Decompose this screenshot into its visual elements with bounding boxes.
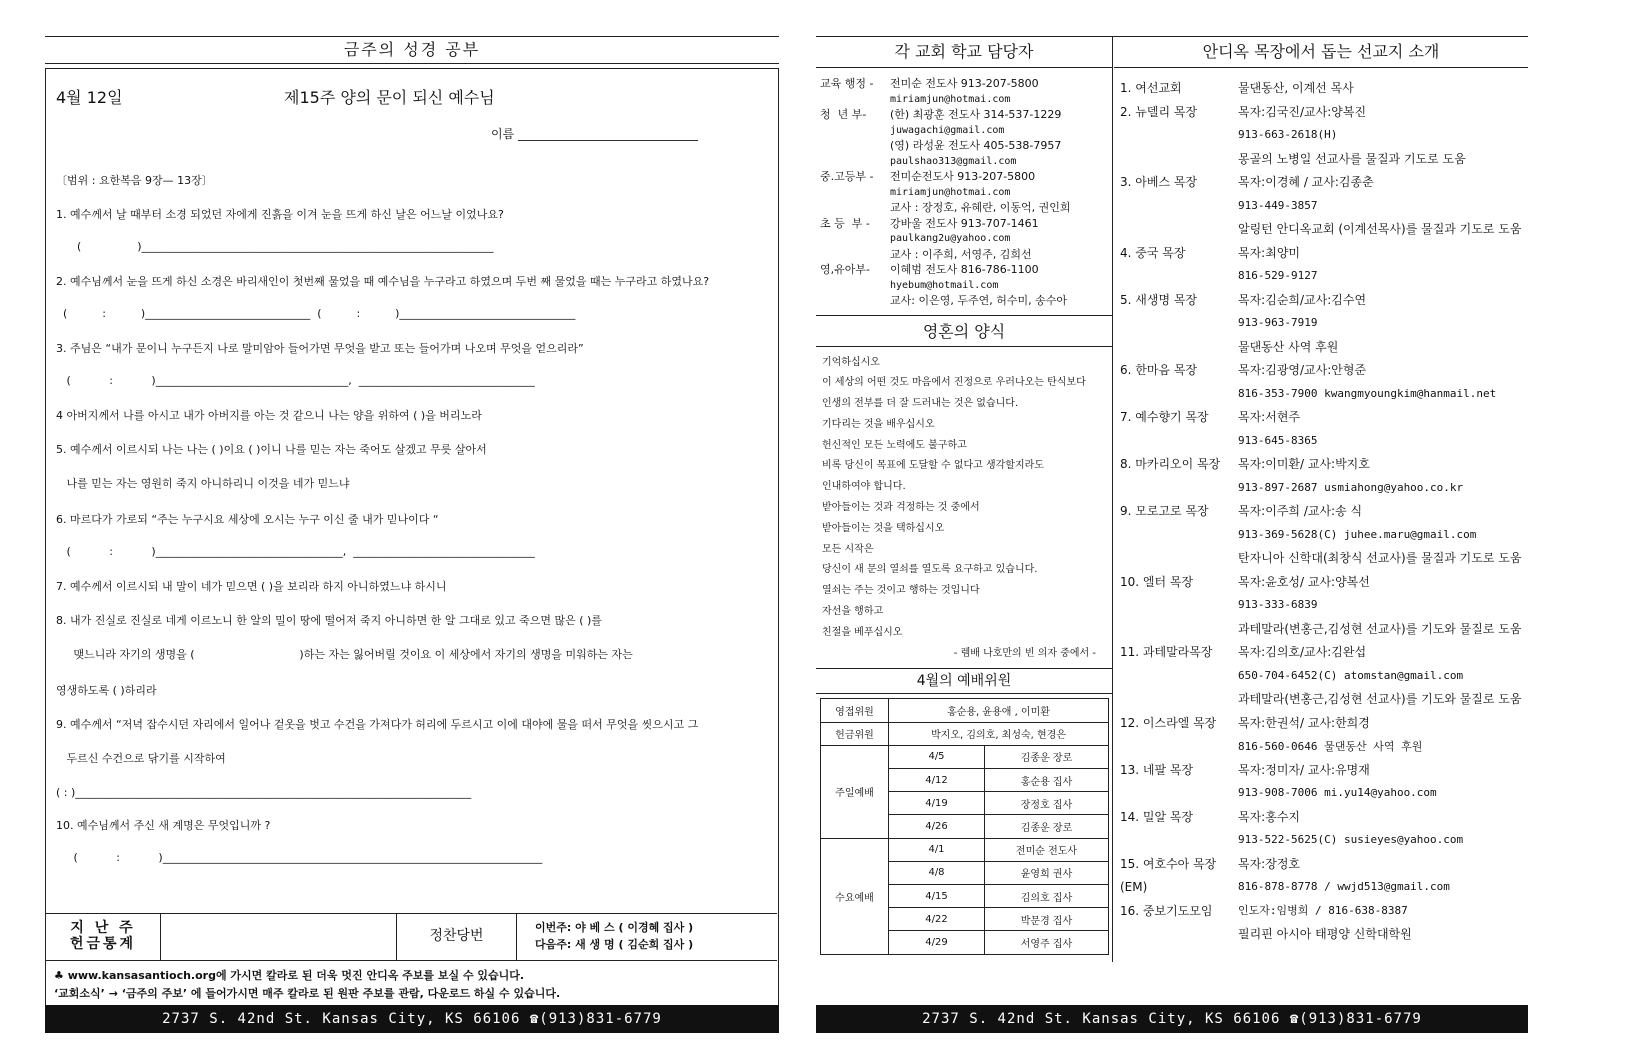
mission-row [1120,241,1528,265]
sunday-leader: 김종운 장로 [985,745,1109,768]
mission-detail: 목자:김순희/교사:김수연 [1238,292,1367,307]
missions-title: 안디옥 목장에서 돕는 선교지 소개 [1114,36,1528,68]
question-1: 1. 예수께서 날 때부터 소경 되었던 자에게 진흙을 이겨 눈을 뜨게 하신 날은 어느날 이었나요? [56,208,504,221]
mission-detail: 과테말라(변홍근,김성현 선교사)를 기도와 물질로 도움 [1238,621,1522,636]
mission-detail: 816-529-9127 [1238,269,1318,283]
mission-row [1120,405,1528,429]
sunday-service-label: 주일예배 [821,745,889,838]
lesson-title: 제15주 양의 문이 되신 예수님 [284,88,495,107]
mission-detail[interactable]: 816-353-7900 kwangmyoungkim@hanmail.net [1238,386,1497,400]
mission-row [1120,170,1528,194]
soul-line: 인내하여야 합니다. [822,481,906,493]
staff-detail: 이혜범 전도사 816-786-1100 [890,263,1039,276]
mission-row [1120,499,1528,523]
staff-detail: 교사: 이은영, 두주연, 허수미, 송수아 [890,294,1067,307]
soul-food [816,347,1112,665]
staff-detail: (영) 라성윤 전도사 405-538-7957 [890,139,1062,152]
mission-row [1120,429,1528,453]
mission-group: 10. 엘터 목장 [1120,574,1194,589]
staff-detail[interactable]: paulkang2u@yahoo.com [890,233,1011,244]
staff-role: 중.고등부 - [820,170,874,183]
mission-group: (EM) [1120,879,1148,894]
mission-detail: 목자:홍수지 [1238,809,1301,824]
sunday-date: 4/5 [889,745,985,768]
mission-detail: 탄자니아 신학대(최창식 선교사)를 물질과 기도로 도움 [1238,551,1522,566]
mission-row [1120,335,1528,359]
sunday-date: 4/12 [889,769,985,792]
mission-group: 2. 뉴델리 목장 [1120,104,1198,119]
mission-group: 4. 중국 목장 [1120,245,1186,260]
answer-line-12[interactable]: ( : )_____________________________________________________________________ [56,851,543,864]
right-footer: 2737 S. 42nd St. Kansas City, KS 66106 ☎(913)831-6779 [816,1005,1528,1033]
offering-label: 지 난 주 헌금통계 [46,914,161,960]
mission-detail: 과테말라(변홍근,김성현 선교사)를 기도와 물질로 도움 [1238,692,1522,707]
mission-row [1120,217,1528,241]
mission-row [1120,899,1528,923]
wednesday-service-label: 수요예배 [821,838,889,954]
soul-line: 비록 당신이 목표에 도달할 수 없다고 생각할지라도 [822,460,1044,472]
answer-line-10[interactable]: 두르신 수건으로 닦기를 시작하여 [56,752,226,765]
question-6: 6. 마르다가 가로되 “주는 누구시요 세상에 오시는 누구 이신 줄 내가 믿나이다 “ [56,513,439,526]
soul-line: 당신이 새 문의 열쇠를 열도록 요구하고 있습니다. [822,564,1038,576]
staff-row [820,169,1112,185]
question-11: ( : )________________________________________________________________________ [56,786,472,799]
staff-detail: (한) 최광훈 전도사 314-537-1229 [890,108,1062,121]
question-5: 5. 예수께서 이르시되 나는 나는 ( )이요 ( )이니 나를 믿는 자는 죽어도 살겠고 무릇 살아서 [56,443,487,456]
lesson-date: 4월 12일 [56,88,123,107]
sunday-leader: 김종운 장로 [985,815,1109,838]
choir-label: 정찬당번 [397,914,517,960]
missions-list [1114,68,1528,946]
answer-line-2[interactable]: ( : )______________________________ ( : )________________________________ [56,307,576,320]
answer-line-3[interactable]: ( : )___________________________________, ________________________________ [56,374,535,387]
bible-study-page [45,36,779,1033]
mission-detail: 목자:장정호 [1238,856,1301,871]
mission-row [1120,711,1528,735]
mission-row [1120,147,1528,171]
mission-row [1120,194,1528,218]
question-7: 7. 예수께서 이르시되 내 말이 네가 믿으면 ( )을 보리라 하지 아니하였느냐 하시니 [56,580,447,593]
mission-detail: 물댄동산, 이계선 목사 [1238,81,1354,96]
wednesday-date: 4/15 [889,884,985,907]
mission-detail: 필리핀 아시아 태평양 신학대학원 [1238,927,1412,942]
greeters-names: 홍순용, 윤용애 , 이미환 [889,699,1109,722]
wednesday-leader: 서영주 집사 [985,931,1109,954]
mission-group: 1. 여선교회 [1120,81,1182,96]
wednesday-leader: 전미순 전도사 [985,838,1109,861]
staff-detail: 교사 : 이주희, 서영주, 김희선 [890,247,1032,261]
soul-line: 기다리는 것을 배우십시오 [822,418,935,430]
mission-group: 9. 모로고로 목장 [1120,504,1209,519]
soul-line: 열쇠는 주는 것이고 행하는 것입니다 [822,585,980,597]
wednesday-leader: 김의호 집사 [985,884,1109,907]
soul-line: 친절을 베푸십시오 [822,626,903,638]
mission-detail: 목자:서현주 [1238,410,1301,425]
soul-line: 인생의 전부를 더 잘 드러내는 것은 없습니다. [822,398,1019,410]
mission-detail: 913-645-8365 [1238,433,1318,447]
mission-row [1120,593,1528,617]
staff-row [820,293,1112,309]
staff-row [820,92,1112,108]
question-10: 9. 예수께서 “저녁 잡수시던 자리에서 일어나 겉옷을 벗고 수건을 가져다가 허리에 두르시고 이에 대야에 물을 떠서 무엇을 씻으시고 그 [56,718,699,731]
mission-detail: 물댄동산 사역 후원 [1238,339,1339,354]
wednesday-date: 4/29 [889,931,985,954]
mission-detail: 목자:이경혜 / 교사:김종춘 [1238,175,1374,190]
mission-detail[interactable]: 816-878-8778 / wwjd513@gmail.com [1238,880,1450,894]
mission-row [1120,758,1528,782]
mission-row [1120,311,1528,335]
mission-row [1120,546,1528,570]
mission-row [1120,476,1528,500]
staff-detail[interactable]: miriamjun@hotmai.com [890,186,1011,198]
mission-detail: 목자:정미자/ 교사:유명재 [1238,762,1370,777]
bible-study-box [45,68,779,1033]
mission-row [1120,922,1528,946]
mission-row [1120,523,1528,547]
offering-row [46,913,777,961]
mission-row [1120,875,1528,899]
staff-row [820,185,1112,201]
left-footer: 2737 S. 42nd St. Kansas City, KS 66106 ☎(913)831-6779 [45,1005,779,1033]
staff-detail[interactable]: hyebum@hotmail.com [890,279,999,291]
mission-group: 5. 새생명 목장 [1120,292,1198,307]
staff-detail: 강바울 전도사 913-707-1461 [890,216,1039,230]
question-8: 8. 내가 진실로 진실로 네게 이르노니 한 알의 밀이 땅에 떨어져 죽지 아니하면 한 알 그대로 있고 죽으면 많은 ( )를 [56,614,602,627]
mission-detail: 알링턴 안디옥교회 (이계선목사)를 물질과 기도로 도움 [1238,222,1522,237]
mission-group: 3. 아베스 목장 [1120,175,1198,190]
offering-committee-label: 헌금위원 [821,722,889,745]
staff-row [820,278,1112,294]
staff-row [820,76,1112,92]
mission-detail[interactable]: 913-522-5625(C) susieyes@yahoo.com [1238,833,1464,847]
mission-detail: 913-963-7919 [1238,316,1318,330]
staff-row [820,138,1112,154]
answer-line-5[interactable]: 나를 믿는 자는 영원히 죽지 아니하리니 이것을 네가 믿느냐 [56,477,350,490]
mission-row [1120,805,1528,829]
staff-role: 교육 행정 - [820,77,874,90]
right-column [1114,36,1528,946]
worship-table [820,698,1109,954]
staff-row [820,123,1112,139]
mission-group: 7. 예수향기 목장 [1120,410,1209,425]
sunday-date: 4/19 [889,792,985,815]
choir-duty: 이번주: 야 베 스 ( 이경혜 집사 ) 다음주: 새 생 명 ( 김순희 집사 ) [535,921,694,951]
mission-detail: 목자:김의호/교사:김완섭 [1238,645,1367,660]
mission-detail: 목자:김국진/교사:양복진 [1238,104,1367,119]
wednesday-leader: 박문경 집사 [985,908,1109,931]
staff-row [820,247,1112,263]
soul-source: - 렘배 나호만의 빈 의자 중에서 - [953,647,1096,659]
mission-detail: 목자:윤호성/ 교사:양복선 [1238,574,1370,589]
name-field[interactable]: 이름 ______________________________ [491,127,698,141]
mission-group: 14. 밀알 목장 [1120,809,1194,824]
mission-detail: 목자:이주희 /교사:송 식 [1238,504,1363,519]
mission-row [1120,852,1528,876]
mission-detail: 목자:김광영/교사:안형준 [1238,363,1367,378]
staff-list [816,68,1112,309]
mission-group: 8. 마카리오이 목장 [1120,457,1221,472]
staff-detail: 전미순 전도사 913-207-5800 [890,77,1039,90]
mission-group: 15. 여호수아 목장 [1120,856,1217,871]
staff-detail[interactable]: miriamjun@hotmai.com [890,93,1011,105]
mission-row [1120,781,1528,805]
mission-detail: 913-663-2618(H) [1238,128,1338,142]
info-page [816,36,1528,1033]
soul-line: 받아들이는 것을 택하십시오 [822,522,945,534]
answer-line-1[interactable]: ( )________________________________________________________________ [56,240,494,253]
question-3: 3. 주님은 “내가 문이니 누구든지 나로 말미암아 들어가면 무엇을 받고 또는 들어가며 나오며 무엇을 얻으리라” [56,342,584,355]
sunday-leader: 장정호 집사 [985,792,1109,815]
staff-role: 초 등 부 - [820,216,870,230]
mission-detail: 913-333-6839 [1238,598,1318,612]
mission-row [1120,828,1528,852]
answer-line-8[interactable]: 맺느니라 자기의 생명을 ( )하는 자는 잃어버릴 것이요 이 세상에서 자기의 생명을 미워하는 자는 [56,648,633,661]
question-12: 10. 예수님께서 주신 새 계명은 무엇입니까 ? [56,819,271,832]
soul-line: 기억하십시오 [822,356,880,368]
mission-detail: 몽골의 노병일 선교사를 물질과 기도로 도움 [1238,151,1466,166]
mission-detail: 인도자:임병희 / 816-638-8387 [1238,904,1408,918]
offering-stats [161,914,397,960]
mission-group: 16. 중보기도모임 [1120,903,1213,918]
sunday-leader: 홍순용 집사 [985,769,1109,792]
staff-role: 청 년 부- [820,108,867,121]
mission-row [1120,734,1528,758]
website-notice: ♣ www.kansasantioch.org에 가시면 칼라로 된 더욱 멋진 안디옥 주보를 보실 수 있습니다. ‘교회소식’ → ‘금주의 주보’ 에 들어가시면 매주 칼라로 된 원판 주보를 관람, 다운로드 하실 수 있습니다. [54,969,561,1000]
question-4: 4 아버지께서 나를 아시고 내가 아버지를 아는 것 같으니 나는 양을 위하여 ( )을 버리노라 [56,409,482,422]
mission-detail[interactable]: 913-369-5628(C) juhee.maru@gmail.com [1238,527,1477,541]
mission-row [1120,640,1528,664]
mission-row [1120,570,1528,594]
soul-line: 모든 시작은 [822,543,874,555]
staff-detail[interactable]: juwagachi@gmail.com [890,124,1005,136]
staff-detail: 전미순전도사 913-207-5800 [890,170,1036,183]
staff-row [820,154,1112,170]
mission-detail: 913-449-3857 [1238,198,1318,212]
mission-row [1120,664,1528,688]
mission-row [1120,123,1528,147]
mission-row [1120,358,1528,382]
soul-line: 이 세상의 어떤 것도 마음에서 진정으로 우러나오는 탄식보다 [822,377,1086,389]
staff-detail: 교사 : 장정호, 유혜란, 이동억, 권인희 [890,201,1071,214]
worship-title: 4월의 예배위원 [816,668,1112,694]
sunday-date: 4/26 [889,815,985,838]
mission-group: 11. 과테말라목장 [1120,645,1213,660]
mission-row [1120,382,1528,406]
soul-line: 헌신적인 모든 노력에도 불구하고 [822,439,967,451]
staff-row [820,200,1112,216]
mission-group: 6. 한마음 목장 [1120,363,1198,378]
left-column [816,36,1112,955]
mission-detail: 목자:이미환/ 교사:박지호 [1238,457,1370,472]
staff-row [820,107,1112,123]
soul-line: 자선을 행하고 [822,606,884,618]
staff-row [820,262,1112,278]
soul-line: 받아들이는 것과 걱정하는 것 중에서 [822,502,980,514]
question-2: 2. 예수님께서 눈을 뜨게 하신 소경은 바리새인이 첫번째 물었을 때 예수님을 누구라고 하였으며 두번 째 물었을 때는 누구라고 하였나요? [56,275,710,288]
soul-title: 영혼의 양식 [816,315,1112,347]
mission-row [1120,617,1528,641]
wednesday-leader: 윤영희 권사 [985,861,1109,884]
mission-row [1120,288,1528,312]
bible-study-title: 금주의 성경 공부 [45,36,779,64]
mission-row [1120,687,1528,711]
mission-detail: 목자:한권석/ 교사:한희경 [1238,715,1370,730]
answer-line-6[interactable]: ( : )__________________________________, _________________________________ [56,545,535,558]
mission-group: 12. 이스라엘 목장 [1120,715,1217,730]
mission-detail[interactable]: 913-908-7006 mi.yu14@yahoo.com [1238,786,1437,800]
staff-row [820,231,1112,247]
question-list [46,206,778,864]
wednesday-date: 4/8 [889,861,985,884]
mission-group: 13. 네팔 목장 [1120,762,1194,777]
mission-row [1120,264,1528,288]
greeters-label: 영접위원 [821,699,889,722]
question-9: 영생하도록 ( )하리라 [56,684,157,697]
mission-row [1120,452,1528,476]
mission-detail: 목자:최양미 [1238,245,1301,260]
staff-title: 각 교회 학교 담당자 [816,36,1112,68]
offering-committee-names: 박지오, 김의호, 최성숙, 현경은 [889,722,1109,745]
scripture-range: 〔범위 : 요한복음 9장— 13장〕 [56,174,213,187]
staff-detail[interactable]: paulshao313@gmail.com [890,155,1017,167]
mission-detail[interactable]: 650-704-6452(C) atomstan@gmail.com [1238,668,1464,682]
staff-row [820,216,1112,232]
wednesday-date: 4/22 [889,908,985,931]
mission-row [1120,100,1528,124]
mission-detail[interactable]: 913-897-2687 usmiahong@yahoo.co.kr [1238,480,1464,494]
staff-role: 영,유아부- [820,263,870,276]
wednesday-date: 4/1 [889,838,985,861]
mission-detail: 816-560-0646 물댄동산 사역 후원 [1238,739,1423,753]
mission-row [1120,76,1528,100]
